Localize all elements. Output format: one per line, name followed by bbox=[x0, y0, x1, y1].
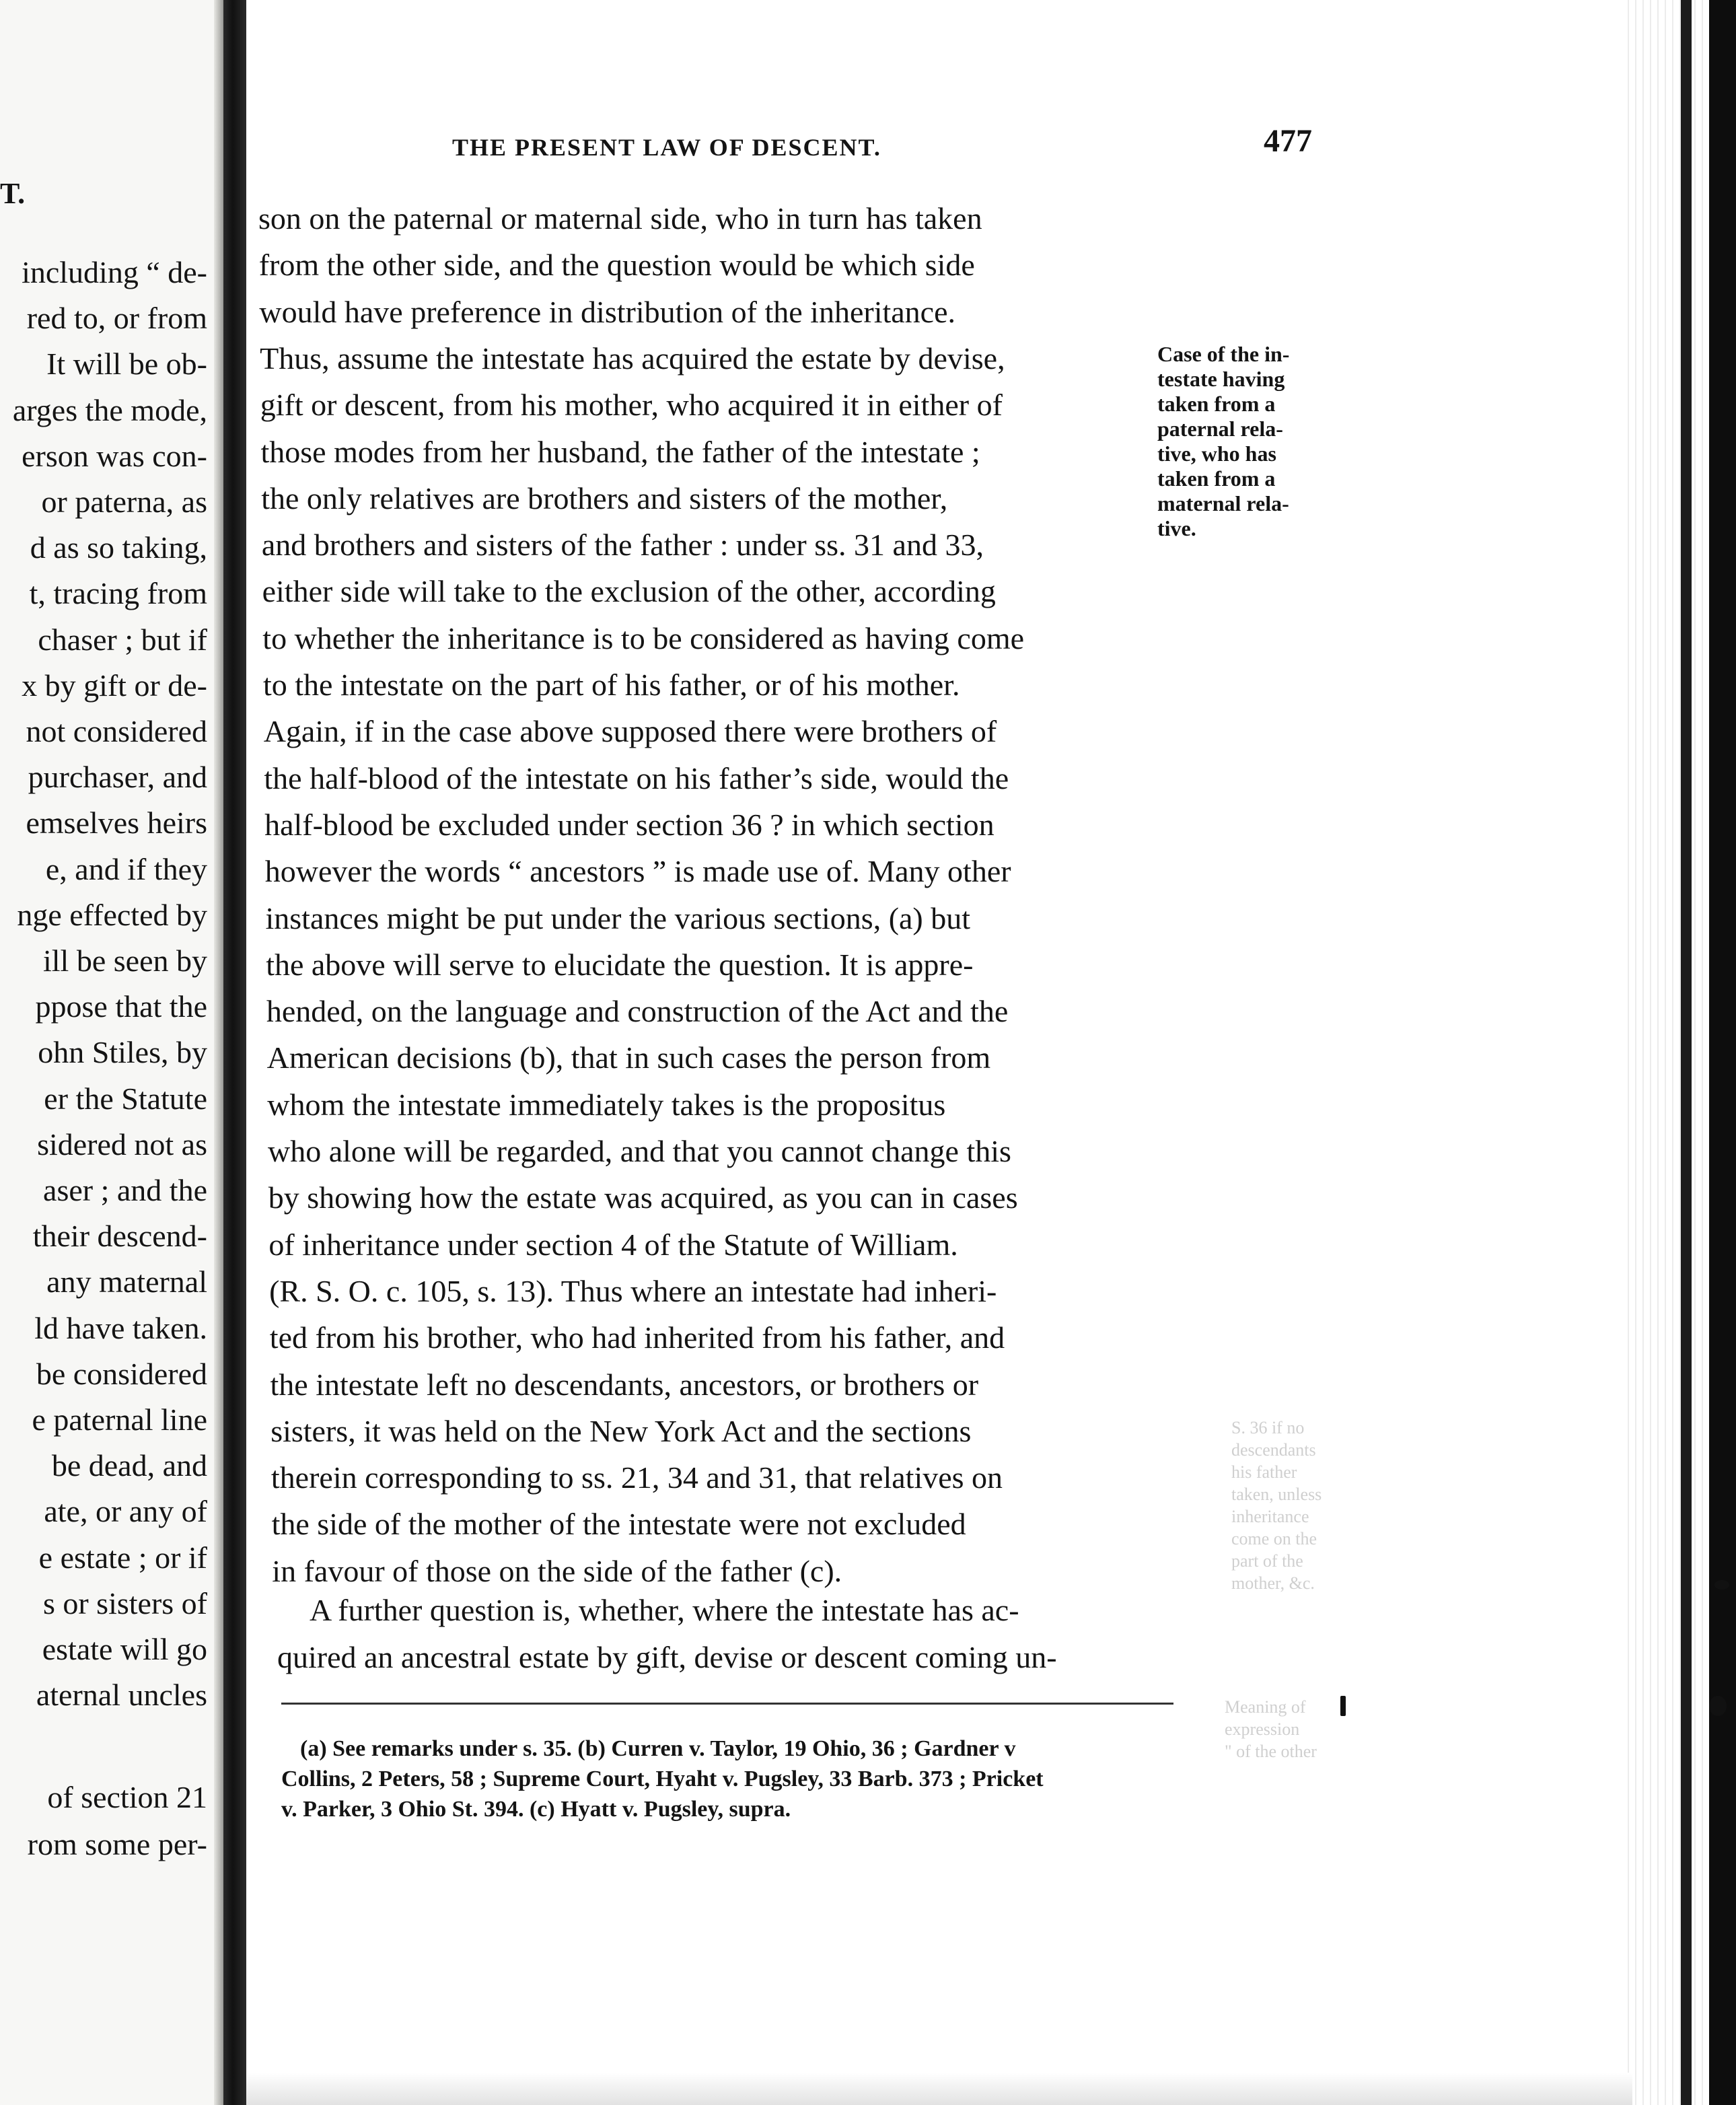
footnote-line: (a) See remarks under s. 35. (b) Curren v. Taylor, 19 Ohio, 36 ; Gardner v bbox=[300, 1736, 1016, 1761]
left-page-line: erson was con- bbox=[22, 438, 207, 473]
body-line: sisters, it was held on the New York Act and the sections bbox=[270, 1413, 972, 1448]
left-page-line: ld have taken. bbox=[34, 1310, 207, 1345]
body-line: half-blood be excluded under section 36 ? in which section bbox=[264, 807, 994, 842]
body-line: ted from his brother, who had inherited from his father, and bbox=[269, 1320, 1005, 1355]
body-line: to whether the inheritance is to be considered as having come bbox=[262, 620, 1025, 655]
margin-note-line: taken from a bbox=[1157, 392, 1276, 416]
body-line: the side of the mother of the intestate were not excluded bbox=[271, 1507, 966, 1542]
footnote-line: Collins, 2 Peters, 58 ; Supreme Court, Hyaht v. Pugsley, 33 Barb. 373 ; Pricket bbox=[281, 1767, 1044, 1791]
body-line: who alone will be regarded, and that you cannot change this bbox=[268, 1134, 1011, 1168]
left-page-line: estate will go bbox=[42, 1632, 207, 1666]
left-page-line: or paterna, as bbox=[41, 485, 207, 519]
body-line: son on the paternal or maternal side, who in turn has taken bbox=[258, 201, 982, 236]
page-bottom-shadow bbox=[246, 2073, 1632, 2105]
left-page-line: be considered bbox=[36, 1356, 207, 1391]
body-line: would have preference in distribution of the inheritance. bbox=[259, 294, 956, 329]
left-page-line: be dead, and bbox=[51, 1448, 207, 1483]
left-page-line: rom some per- bbox=[27, 1827, 207, 1861]
left-page-line: not considered bbox=[26, 714, 207, 748]
scan-speck bbox=[1340, 1696, 1346, 1716]
page-number: 477 bbox=[1264, 123, 1312, 159]
margin-note-line: Case of the in- bbox=[1157, 342, 1290, 366]
body-line: whom the intestate immediately takes is the propositus bbox=[267, 1087, 946, 1122]
running-head: THE PRESENT LAW OF DESCENT. bbox=[452, 134, 881, 161]
margin-note-line: testate having bbox=[1157, 367, 1285, 391]
scan-speck bbox=[1714, 1580, 1729, 1590]
body-line: gift or descent, from his mother, who acquired it in either of bbox=[260, 388, 1003, 423]
body-line: therein corresponding to ss. 21, 34 and 31, that relatives on bbox=[270, 1460, 1003, 1495]
left-page-line: of section 21 bbox=[47, 1780, 207, 1814]
body-line: instances might be put under the various sections, (a) but bbox=[265, 900, 971, 935]
margin-note bbox=[1157, 342, 1289, 541]
body-line: the only relatives are brothers and sisters of the mother, bbox=[261, 480, 948, 515]
body-line: (R. S. O. c. 105, s. 13). Thus where an intestate had inheri- bbox=[269, 1273, 997, 1308]
body-line: and brothers and sisters of the father : under ss. 31 and 33, bbox=[261, 528, 984, 563]
left-page-line: arges the mode, bbox=[12, 392, 207, 427]
body-line: American decisions (b), that in such cases the person from bbox=[266, 1040, 991, 1075]
body-line: in favour of those on the side of the father (c). bbox=[272, 1553, 842, 1588]
body-line: either side will take to the exclusion of the other, according bbox=[262, 574, 996, 609]
left-page-line: emselves heirs bbox=[26, 806, 207, 841]
left-page-line: e, and if they bbox=[45, 851, 207, 886]
left-page-line: including “ de- bbox=[22, 255, 207, 289]
left-page-line: aser ; and the bbox=[43, 1173, 207, 1207]
body-line: of inheritance under section 4 of the Statute of William. bbox=[268, 1227, 958, 1262]
body-line: A further question is, whether, where the intestate has ac- bbox=[310, 1593, 1019, 1627]
left-page-line: t, tracing from bbox=[29, 576, 207, 611]
body-line: from the other side, and the question would be which side bbox=[258, 248, 975, 283]
body-line: quired an ancestral estate by gift, devise or descent coming un- bbox=[277, 1640, 1057, 1674]
show-through-text-2: Meaning of expression " of the other bbox=[1225, 1697, 1317, 1761]
scan-speck bbox=[1709, 1696, 1727, 1716]
left-page-line: sidered not as bbox=[37, 1127, 207, 1162]
left-page-line: e paternal line bbox=[32, 1402, 207, 1437]
book-gutter bbox=[223, 0, 246, 2105]
left-page-line: purchaser, and bbox=[28, 760, 207, 795]
body-line: the above will serve to elucidate the question. It is appre- bbox=[266, 947, 974, 982]
left-page-heading: T. bbox=[0, 177, 26, 210]
margin-note-line: taken from a bbox=[1157, 466, 1276, 491]
margin-note-line: tive. bbox=[1157, 516, 1196, 540]
left-page-line: d as so taking, bbox=[30, 530, 207, 565]
body-line: Thus, assume the intestate has acquired the estate by devise, bbox=[260, 341, 1005, 376]
left-page-line: ill be seen by bbox=[43, 943, 207, 978]
body-line: the half-blood of the intestate on his father’s side, would the bbox=[264, 760, 1009, 795]
body-line: however the words “ ancestors ” is made use of. Many other bbox=[264, 854, 1011, 889]
left-page-line: chaser ; but if bbox=[38, 622, 207, 657]
left-page-line: ppose that the bbox=[35, 989, 207, 1024]
left-page-line: ohn Stiles, by bbox=[38, 1035, 207, 1070]
left-page-line: aternal uncles bbox=[36, 1678, 207, 1713]
left-page-line: red to, or from bbox=[26, 301, 207, 336]
left-page-line: ate, or any of bbox=[44, 1494, 207, 1529]
show-through-text: S. 36 if no descendants his father taken, unless inheritance come on the part of the mother, &c. bbox=[1231, 1418, 1322, 1593]
body-line: the intestate left no descendants, ancestors, or brothers or bbox=[270, 1367, 979, 1402]
page-edge-dark-band bbox=[1681, 0, 1692, 2105]
footnote-rule bbox=[281, 1703, 1173, 1705]
page-edge-outer-band bbox=[1709, 0, 1736, 2105]
left-page-line: e estate ; or if bbox=[38, 1540, 207, 1575]
left-page-line: their descend- bbox=[32, 1219, 207, 1254]
body-line: those modes from her husband, the father of the intestate ; bbox=[260, 434, 980, 469]
margin-note-line: tive, who has bbox=[1157, 441, 1276, 466]
body-line: to the intestate on the part of his father, or of his mother. bbox=[263, 668, 960, 702]
margin-note-line: paternal rela- bbox=[1157, 417, 1283, 441]
left-page-edge bbox=[214, 0, 223, 2105]
left-page-line: er the Statute bbox=[44, 1081, 207, 1116]
left-page-line: any maternal bbox=[46, 1264, 207, 1299]
footnote-line: v. Parker, 3 Ohio St. 394. (c) Hyatt v. Pugsley, supra. bbox=[281, 1797, 791, 1822]
body-line: Again, if in the case above supposed there were brothers of bbox=[263, 714, 997, 749]
margin-note-line: maternal rela- bbox=[1157, 491, 1289, 515]
left-page-line: s or sisters of bbox=[42, 1585, 207, 1620]
left-page-line: x by gift or de- bbox=[22, 668, 207, 703]
page-edges bbox=[1622, 0, 1736, 2105]
left-page-fragment bbox=[0, 0, 227, 2105]
body-line: by showing how the estate was acquired, as you can in cases bbox=[268, 1180, 1018, 1215]
left-page-line: nge effected by bbox=[17, 897, 207, 932]
body-line: hended, on the language and construction of the Act and the bbox=[266, 994, 1009, 1029]
left-page-line: It will be ob- bbox=[46, 347, 207, 382]
